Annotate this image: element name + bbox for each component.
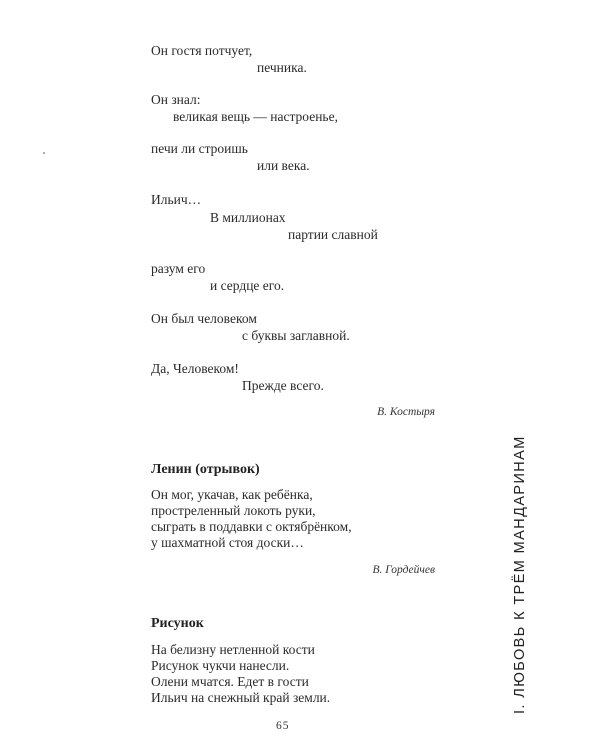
poem-line: Ильич на снежный край земли. <box>151 690 331 705</box>
poem-line: Он мог, укачав, как ребёнка, <box>151 487 313 502</box>
poem-author: В. Костыря <box>377 406 435 418</box>
poem-line: великая вещь — настроенье, <box>173 109 338 124</box>
poem-line: В миллионах <box>210 210 286 225</box>
poem-line: с буквы заглавной. <box>242 328 350 343</box>
poem-line: Прежде всего. <box>242 378 324 393</box>
poem-line: сыграть в поддавки с октябрёнком, <box>151 519 352 534</box>
poem-line: или века. <box>257 158 310 173</box>
poem-line: На белизну нетленной кости <box>151 642 315 657</box>
poem-line: разум его <box>151 261 206 276</box>
poem-author: В. Гордейчев <box>372 564 435 576</box>
poem-line: Ильич… <box>151 192 202 207</box>
poem-title: Ленин (отрывок) <box>151 462 260 477</box>
paper-speck <box>43 152 45 154</box>
poem-line: Рисунок чукчи нанесли. <box>151 658 290 673</box>
poem-line: Он был человеком <box>151 311 257 326</box>
poem-line: Олени мчатся. Едет в гости <box>151 674 309 689</box>
poem-line: и сердце его. <box>210 278 285 293</box>
poem-title: Рисунок <box>151 616 204 631</box>
poem-line: Да, Человеком! <box>151 361 239 376</box>
poem-line: у шахматной стоя доски… <box>151 535 304 550</box>
poem-line: простреленный локоть руки, <box>151 503 316 518</box>
poem-line: печника. <box>257 60 307 75</box>
poem-line: Он гостя потчует, <box>151 43 253 58</box>
section-running-head: I. ЛЮБОВЬ К ТРЁМ МАНДАРИНАМ <box>512 435 528 714</box>
poem-line: печи ли строишь <box>151 141 248 156</box>
poem-line: партии славной <box>288 227 378 242</box>
page-number: 65 <box>276 720 290 732</box>
poem-line: Он знал: <box>151 92 201 107</box>
